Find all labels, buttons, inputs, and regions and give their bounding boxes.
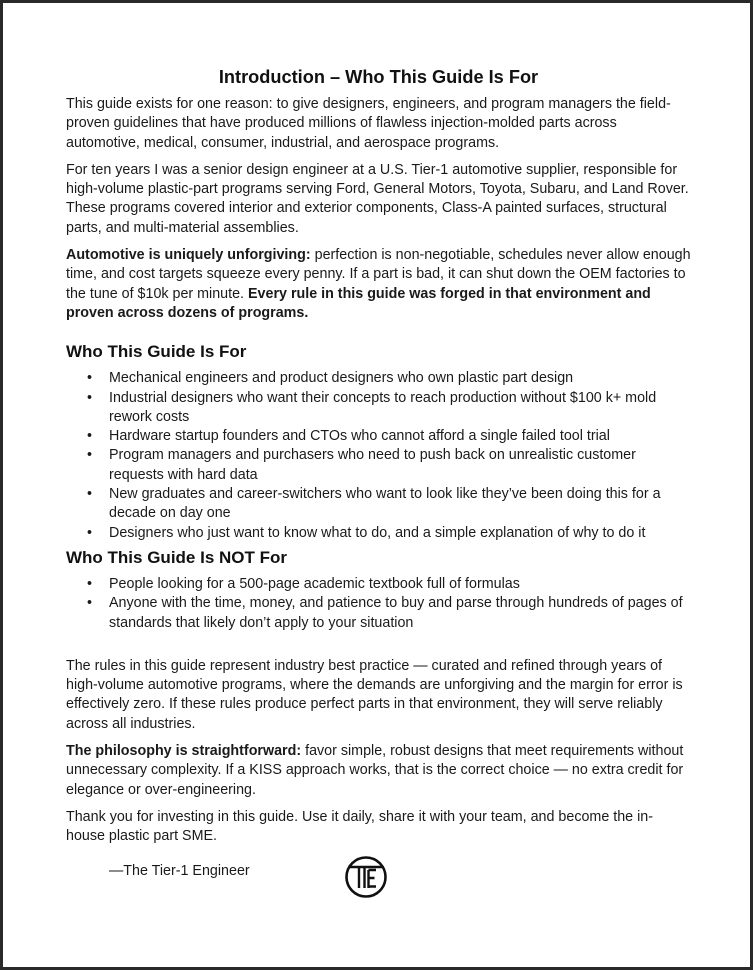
intro-paragraph-1: This guide exists for one reason: to give designers, engineers, and program managers the field-proven guidelines that have produced millions of flawless injection-molded parts across automotive, medical, consumer, industrial, and aerospace programs.: [66, 96, 671, 151]
not-for-list: [66, 575, 691, 633]
list-item: • Program managers and purchasers who need to push back on unrealistic customer requests with hard data: [87, 447, 636, 483]
list-item: • People looking for a 500-page academic textbook full of formulas: [109, 575, 691, 594]
automotive-tail: Every rule in this guide was forged in that environment and proven across dozens of programs.: [66, 285, 651, 321]
section-heading-for: Who This Guide Is For: [66, 342, 247, 362]
section-spacer: [66, 633, 691, 657]
signature-row: [66, 855, 691, 899]
philosophy-body: favor simple, robust designs that meet requirements without unnecessary complexity. If a KISS approach works, that is the correct choice — no extra credit for elegance or over-engineering.: [66, 743, 684, 798]
list-item: • Mechanical engineers and product designers who own plastic part design: [109, 369, 691, 388]
automotive-lead: Automotive is uniquely unforgiving:: [66, 247, 311, 264]
philosophy-paragraph: [66, 742, 691, 800]
bullet-icon: •: [87, 524, 93, 541]
list-item: • Hardware startup founders and CTOs who cannot afford a single failed tool trial: [109, 427, 691, 446]
page-title: Introduction – Who This Guide Is For: [218, 67, 539, 87]
bullet-icon: •: [87, 595, 93, 612]
thanks-paragraph: Thank you for investing in this guide. Use it daily, share it with your team, and become the in-house plastic part SME.: [66, 808, 653, 845]
frame-notch: [0, 833, 3, 841]
list-item: • Anyone with the time, money, and patience to buy and parse through hundreds of pages of standards that likely don’t apply to your situation: [87, 595, 683, 631]
bullet-icon: •: [87, 428, 93, 445]
automotive-body: perfection is non-negotiable, schedules never allow enough time, and cost targets squeeze every penny. If a part is bad, it can shut down the OEM factories to the tune of $10k per minute.: [66, 247, 691, 302]
frame-notch: [0, 483, 3, 491]
signature: —The Tier-1 Engineer: [109, 862, 250, 879]
document-body: [66, 65, 691, 899]
bullet-icon: •: [87, 447, 93, 464]
frame-notch: [0, 33, 3, 41]
automotive-paragraph: [66, 246, 691, 323]
bullet-icon: •: [87, 575, 93, 592]
tie-monogram-seal-icon: [344, 855, 388, 899]
list-item: • Designers who just want to know what to do, and a simple explanation of why to do it: [109, 524, 691, 543]
list-item: • New graduates and career-switchers who want to look like they’ve been doing this for a decade on day one: [87, 486, 661, 522]
bullet-icon: •: [87, 486, 93, 503]
bullet-icon: •: [87, 370, 93, 387]
list-item: • Industrial designers who want their concepts to reach production without $100 k+ mold rework costs: [87, 389, 657, 425]
bullet-icon: •: [87, 389, 93, 406]
intro-paragraph-2: For ten years I was a senior design engineer at a U.S. Tier-1 automotive supplier, responsible for high-volume plastic-part programs serving Ford, General Motors, Toyota, Subaru, and Land Rover. These programs covered interior and exterior components, Class-A painted surfaces, structural parts, and multi-material assemblies.: [66, 161, 689, 236]
philosophy-lead: The philosophy is straightforward:: [66, 743, 302, 760]
section-heading-not-for: Who This Guide Is NOT For: [66, 547, 287, 567]
for-list: [66, 369, 691, 543]
rules-paragraph: The rules in this guide represent industry best practice — curated and refined through years of high-volume automotive programs, where the demands are unforgiving and the margin for error is effectively zero. If these rules produce perfect parts in that environment, they will serve reliably across all industries.: [66, 657, 683, 732]
